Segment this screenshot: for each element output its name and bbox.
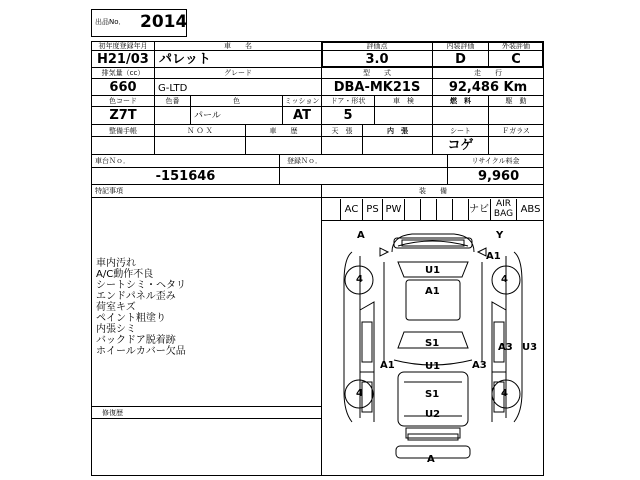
damage-mark: S1 bbox=[425, 338, 440, 349]
equipment-ps: PS bbox=[366, 204, 379, 215]
damage-mark: 4 bbox=[356, 274, 363, 285]
glass-label: Ｆガラス bbox=[502, 127, 530, 135]
damage-mark: A3 bbox=[498, 342, 513, 353]
car-name-label: 車 名 bbox=[224, 42, 252, 50]
score-value: 3.0 bbox=[365, 52, 389, 67]
damage-mark: U3 bbox=[522, 342, 538, 353]
inspection-label: 車 検 bbox=[393, 97, 414, 105]
score-label: 評価点 bbox=[366, 42, 388, 50]
note-item: 荷室キズ bbox=[96, 302, 136, 313]
note-item: ペイント粗塗り bbox=[96, 313, 166, 324]
damage-mark: U2 bbox=[425, 409, 441, 420]
damage-mark: 4 bbox=[501, 388, 508, 399]
damage-mark: A1 bbox=[425, 286, 440, 297]
note-item: ホイールカバー欠品 bbox=[96, 346, 186, 357]
interior-label: 内装評価 bbox=[446, 42, 475, 50]
nox-label: Ｎ Ｏ Ｘ bbox=[187, 127, 213, 135]
model-value: DBA-MK21S bbox=[333, 80, 421, 95]
damage-mark: Y bbox=[496, 230, 504, 241]
doors-value: 5 bbox=[343, 108, 353, 123]
color-no-label: 色番 bbox=[165, 97, 180, 105]
equipment-airbag: AIR BAG bbox=[493, 199, 514, 219]
chassis-label: 車台Ｎｏ． bbox=[95, 157, 130, 165]
recycle-value: 9,960 bbox=[478, 169, 520, 184]
model-label: 型 式 bbox=[363, 69, 391, 77]
damage-mark: A1 bbox=[380, 360, 395, 371]
reg-no-label: 登録Ｎｏ． bbox=[287, 157, 322, 165]
damage-mark: 4 bbox=[501, 274, 508, 285]
interior-value: D bbox=[455, 52, 466, 67]
mileage-value: 92,486 Km bbox=[448, 80, 528, 95]
damage-mark: A1 bbox=[486, 251, 501, 262]
seat-label: シート bbox=[450, 127, 471, 135]
doors-label: ドア・形状 bbox=[330, 97, 366, 105]
damage-mark: A bbox=[427, 454, 435, 465]
color-code-label: 色コード bbox=[109, 97, 137, 105]
mileage-label: 走 行 bbox=[474, 69, 502, 77]
transmission-value: AT bbox=[293, 108, 311, 123]
manual-label: 整備手帳 bbox=[109, 127, 137, 135]
note-item: エンドパネル歪み bbox=[96, 291, 176, 302]
color-label: 色 bbox=[233, 97, 240, 105]
damage-mark: 4 bbox=[356, 388, 363, 399]
car-name-value: パレット bbox=[159, 52, 211, 67]
repair-label: 修復歴 bbox=[102, 409, 123, 417]
note-item: シートシミ・ヘタリ bbox=[96, 280, 186, 291]
damage-mark: A3 bbox=[472, 360, 487, 371]
note-item: A/C動作不良 bbox=[96, 269, 154, 280]
grade-value: G-LTD bbox=[158, 83, 188, 94]
exterior-label: 外装評価 bbox=[502, 42, 530, 50]
equipment-label: 装 備 bbox=[419, 187, 447, 195]
grade-label: グレード bbox=[224, 69, 252, 77]
damage-mark: U1 bbox=[425, 361, 441, 372]
notes-label: 特記事項 bbox=[95, 187, 123, 195]
equipment-ac: AC bbox=[344, 204, 359, 215]
note-item: 内張シミ bbox=[96, 324, 136, 335]
fuel-label: 燃 料 bbox=[450, 97, 471, 105]
recycle-label: リサイクル料金 bbox=[471, 157, 520, 165]
equipment-navi: ナビ bbox=[469, 204, 489, 215]
seat-value: コゲ bbox=[447, 138, 474, 153]
lot-number: 2014 bbox=[140, 12, 188, 32]
interior-fabric-label: 内 張 bbox=[387, 127, 408, 135]
transmission-label: ミッション bbox=[284, 97, 320, 105]
equipment-grid bbox=[340, 199, 544, 221]
drive-label: 駆 動 bbox=[505, 97, 527, 105]
damage-mark: S1 bbox=[425, 389, 440, 400]
lot-label: 出品No． bbox=[95, 18, 126, 26]
color-code-value: Z7T bbox=[109, 108, 137, 123]
exterior-value: C bbox=[511, 52, 521, 67]
chassis-value: -151646 bbox=[155, 169, 216, 184]
note-item: 車内汚れ bbox=[96, 258, 136, 269]
first-reg-label: 初年度登録年月 bbox=[98, 42, 148, 50]
displacement-value: 660 bbox=[109, 80, 137, 95]
note-item: バックドア脱着跡 bbox=[96, 335, 176, 346]
color-value: パール bbox=[194, 111, 221, 121]
displacement-label: 排気量（cc） bbox=[101, 69, 145, 77]
first-reg-value: H21/03 bbox=[97, 52, 149, 67]
equipment-pw: PW bbox=[385, 204, 402, 215]
history-label: 車 歴 bbox=[269, 127, 298, 135]
damage-mark: A bbox=[357, 230, 365, 241]
equipment-abs: ABS bbox=[520, 204, 541, 215]
sunroof-label: 天 張 bbox=[331, 127, 353, 135]
damage-mark: U1 bbox=[425, 265, 441, 276]
